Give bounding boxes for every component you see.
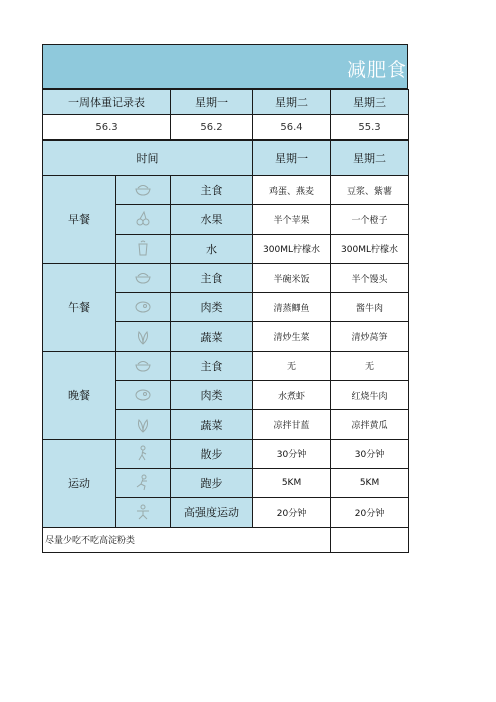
plan-cell[interactable]: 20分钟 <box>331 498 409 527</box>
bowl-icon <box>133 180 153 200</box>
icon-cell <box>116 176 171 205</box>
icon-cell <box>116 381 171 410</box>
plan-cell[interactable]: 清炒莴笋 <box>331 322 409 351</box>
icon-cell <box>116 351 171 380</box>
plan-cell[interactable]: 清蒸鲫鱼 <box>253 293 331 322</box>
plan-cell[interactable]: 一个橙子 <box>331 205 409 234</box>
plan-cell[interactable]: 清炒生菜 <box>253 322 331 351</box>
category-label: 主食 <box>171 263 253 292</box>
category-label: 主食 <box>171 176 253 205</box>
run-icon <box>133 473 153 493</box>
category-label: 跑步 <box>171 468 253 497</box>
category-label: 蔬菜 <box>171 322 253 351</box>
note-blank-cell <box>331 527 409 552</box>
category-label: 高强度运动 <box>171 498 253 527</box>
weight-day-3: 星期三 <box>331 90 409 115</box>
plan-cell[interactable]: 红烧牛肉 <box>331 381 409 410</box>
icon-cell <box>116 439 171 468</box>
category-label: 散步 <box>171 439 253 468</box>
walk-icon <box>133 444 153 464</box>
group-label: 运动 <box>43 439 116 527</box>
plan-cell[interactable]: 凉拌甘蓝 <box>253 410 331 439</box>
icon-cell <box>116 263 171 292</box>
weight-day-1: 星期一 <box>171 90 253 115</box>
table-row <box>43 263 409 292</box>
cherry-icon <box>133 209 153 229</box>
category-label: 水 <box>171 234 253 263</box>
weight-value-1[interactable]: 56.3 <box>43 115 171 140</box>
plan-cell[interactable]: 半碗米饭 <box>253 263 331 292</box>
page-title: 减肥食 <box>347 59 408 81</box>
meat-icon <box>133 385 153 405</box>
plan-cell[interactable]: 5KM <box>331 468 409 497</box>
plan-cell[interactable]: 300ML柠檬水 <box>331 234 409 263</box>
plan-cell[interactable]: 无 <box>331 351 409 380</box>
bowl-icon <box>133 356 153 376</box>
group-label: 午餐 <box>43 263 116 351</box>
group-label: 晚餐 <box>43 351 116 439</box>
weight-value-row <box>43 115 409 140</box>
plan-cell[interactable]: 凉拌黄瓜 <box>331 410 409 439</box>
plan-cell[interactable]: 豆浆、紫薯 <box>331 176 409 205</box>
category-label: 肉类 <box>171 293 253 322</box>
note-row <box>43 527 409 552</box>
table-row <box>43 176 409 205</box>
group-label: 早餐 <box>43 176 116 264</box>
category-label: 蔬菜 <box>171 410 253 439</box>
icon-cell <box>116 322 171 351</box>
icon-cell <box>116 234 171 263</box>
weight-value-2[interactable]: 56.2 <box>171 115 253 140</box>
bowl-icon <box>133 268 153 288</box>
time-header: 时间 <box>43 141 253 176</box>
meal-plan-table <box>42 140 409 553</box>
exercise-icon <box>133 502 153 522</box>
plan-cell[interactable]: 5KM <box>253 468 331 497</box>
vegetable-icon <box>133 327 153 347</box>
category-label: 水果 <box>171 205 253 234</box>
weight-day-2: 星期二 <box>253 90 331 115</box>
plan-day-2: 星期二 <box>331 141 409 176</box>
title-banner <box>42 44 408 89</box>
cup-icon <box>133 239 153 259</box>
weight-table-title: 一周体重记录表 <box>43 90 171 115</box>
icon-cell <box>116 205 171 234</box>
note-text: 尽量少吃不吃高淀粉类 <box>43 527 331 552</box>
weight-table <box>42 89 409 140</box>
plan-cell[interactable]: 水煮虾 <box>253 381 331 410</box>
category-label: 肉类 <box>171 381 253 410</box>
plan-cell[interactable]: 300ML柠檬水 <box>253 234 331 263</box>
plan-cell[interactable]: 30分钟 <box>253 439 331 468</box>
weight-value-4[interactable]: 55.3 <box>331 115 409 140</box>
plan-cell[interactable]: 30分钟 <box>331 439 409 468</box>
plan-cell[interactable]: 20分钟 <box>253 498 331 527</box>
plan-header-row <box>43 141 409 176</box>
plan-day-1: 星期一 <box>253 141 331 176</box>
icon-cell <box>116 468 171 497</box>
diet-plan-sheet <box>42 44 408 553</box>
weight-header-row <box>43 90 409 115</box>
plan-cell[interactable]: 半个苹果 <box>253 205 331 234</box>
icon-cell <box>116 293 171 322</box>
meat-icon <box>133 297 153 317</box>
vegetable-icon <box>133 415 153 435</box>
table-row <box>43 351 409 380</box>
plan-cell[interactable]: 鸡蛋、燕麦 <box>253 176 331 205</box>
plan-cell[interactable]: 半个馒头 <box>331 263 409 292</box>
table-row <box>43 439 409 468</box>
weight-value-3[interactable]: 56.4 <box>253 115 331 140</box>
plan-cell[interactable]: 无 <box>253 351 331 380</box>
icon-cell <box>116 410 171 439</box>
icon-cell <box>116 498 171 527</box>
plan-cell[interactable]: 酱牛肉 <box>331 293 409 322</box>
category-label: 主食 <box>171 351 253 380</box>
